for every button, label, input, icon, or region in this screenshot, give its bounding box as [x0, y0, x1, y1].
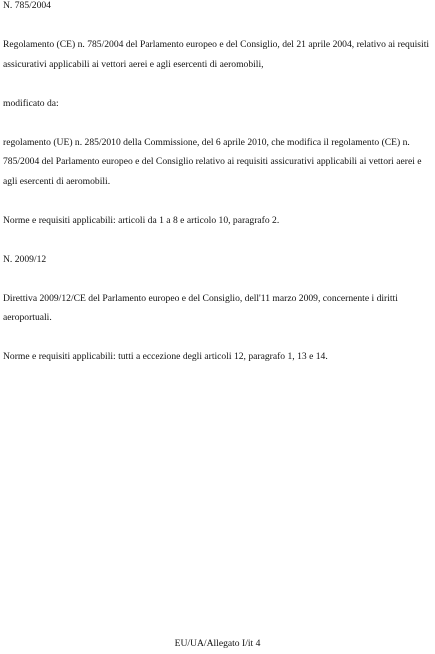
spacer [3, 230, 431, 250]
section-1-amended-label: modificato da: [3, 97, 59, 109]
section-1-title: Regolamento (CE) n. 785/2004 del Parlamento europeo e del Consiglio, del 21 aprile 2004, relativo ai requisiti assicurativi applicabili ai vettori aerei e agli esercenti di aeromobili, [3, 39, 430, 70]
spacer [3, 16, 431, 36]
spacer [3, 113, 431, 133]
spacer [3, 74, 431, 94]
spacer [3, 328, 431, 348]
section-1-number: N. 785/2004 [3, 0, 51, 11]
document-page [3, 0, 431, 367]
section-2-provisions: Norme e requisiti applicabili: tutti a eccezione degli articoli 12, paragrafo 1, 13 e 14. [3, 351, 328, 362]
spacer [3, 269, 431, 289]
section-1-amendment: regolamento (UE) n. 285/2010 della Commissione, del 6 aprile 2010, che modifica il regolamento (CE) n. 785/2004 del Parlamento europeo e del Consiglio relativo ai requisiti assicurativi applicabili ai vettori aerei e agli esercenti di aeromobili. [3, 136, 422, 187]
section-1-provisions: Norme e requisiti applicabili: articoli da 1 a 8 e articolo 10, paragrafo 2. [3, 214, 280, 226]
spacer [3, 191, 431, 211]
section-2-title: Direttiva 2009/12/CE del Parlamento europeo e del Consiglio, dell'11 marzo 2009, concernente i diritti aeroportuali. [3, 292, 398, 323]
page-footer: EU/UA/Allegato I/it 4 [174, 638, 261, 649]
section-2-number: N. 2009/12 [3, 253, 47, 265]
